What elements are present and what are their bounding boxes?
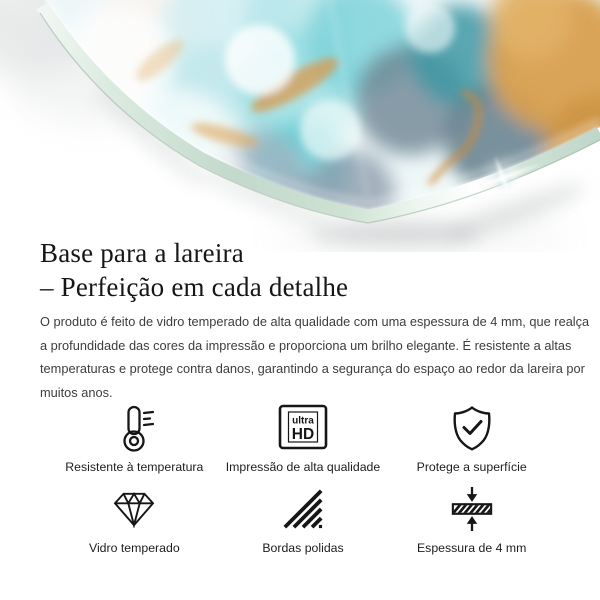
- feature-thickness: [387, 485, 556, 556]
- feature-label: Resistente à temperatura: [65, 460, 204, 474]
- description-line: O produto é feito de vidro temperado de alta qualidade com uma espessura de 4 mm, que realça: [40, 314, 590, 329]
- content-section: [0, 236, 600, 556]
- product-description: [40, 310, 590, 404]
- description-line: temperaturas e protege contra danos, garantindo a segurança do espaço ao redor da lareira por: [40, 361, 585, 376]
- thermometer-icon: [111, 404, 157, 452]
- feature-label: Bordas polidas: [262, 541, 344, 555]
- description-line: muitos anos.: [40, 384, 113, 400]
- ultra-hd-icon-text-bottom: HD: [291, 426, 315, 443]
- polished-edges-icon: [283, 485, 323, 533]
- ultra-hd-icon: [278, 404, 328, 452]
- feature-label: Espessura de 4 mm: [416, 541, 527, 555]
- feature-print-quality: [219, 404, 388, 475]
- feature-label: Protege a superfície: [416, 460, 527, 474]
- description-line: a profundidade das cores da impressão e proporciona um brilho elegante. É resistente a altas: [40, 337, 572, 353]
- compressed-thickness-icon: [450, 485, 494, 533]
- feature-label: Impressão de alta qualidade: [225, 460, 381, 474]
- features-grid: [40, 404, 564, 556]
- feature-tempered-glass: [50, 485, 219, 556]
- feature-polished-edges: [219, 485, 388, 556]
- feature-label: Vidro temperado: [88, 541, 180, 555]
- glass-panel-photo: [0, 0, 600, 252]
- ultra-hd-icon-text-top: ultra: [292, 415, 314, 427]
- feature-protection: [387, 404, 556, 475]
- feature-temperature: [50, 404, 219, 475]
- page-title-line-2: – Perfeição em cada detalhe: [40, 272, 349, 302]
- page-title: [40, 236, 564, 304]
- hero-image: [0, 0, 600, 232]
- diamond-icon: [111, 485, 157, 533]
- page-title-line-1: Base para a lareira: [40, 238, 244, 268]
- shield-check-icon: [450, 404, 494, 452]
